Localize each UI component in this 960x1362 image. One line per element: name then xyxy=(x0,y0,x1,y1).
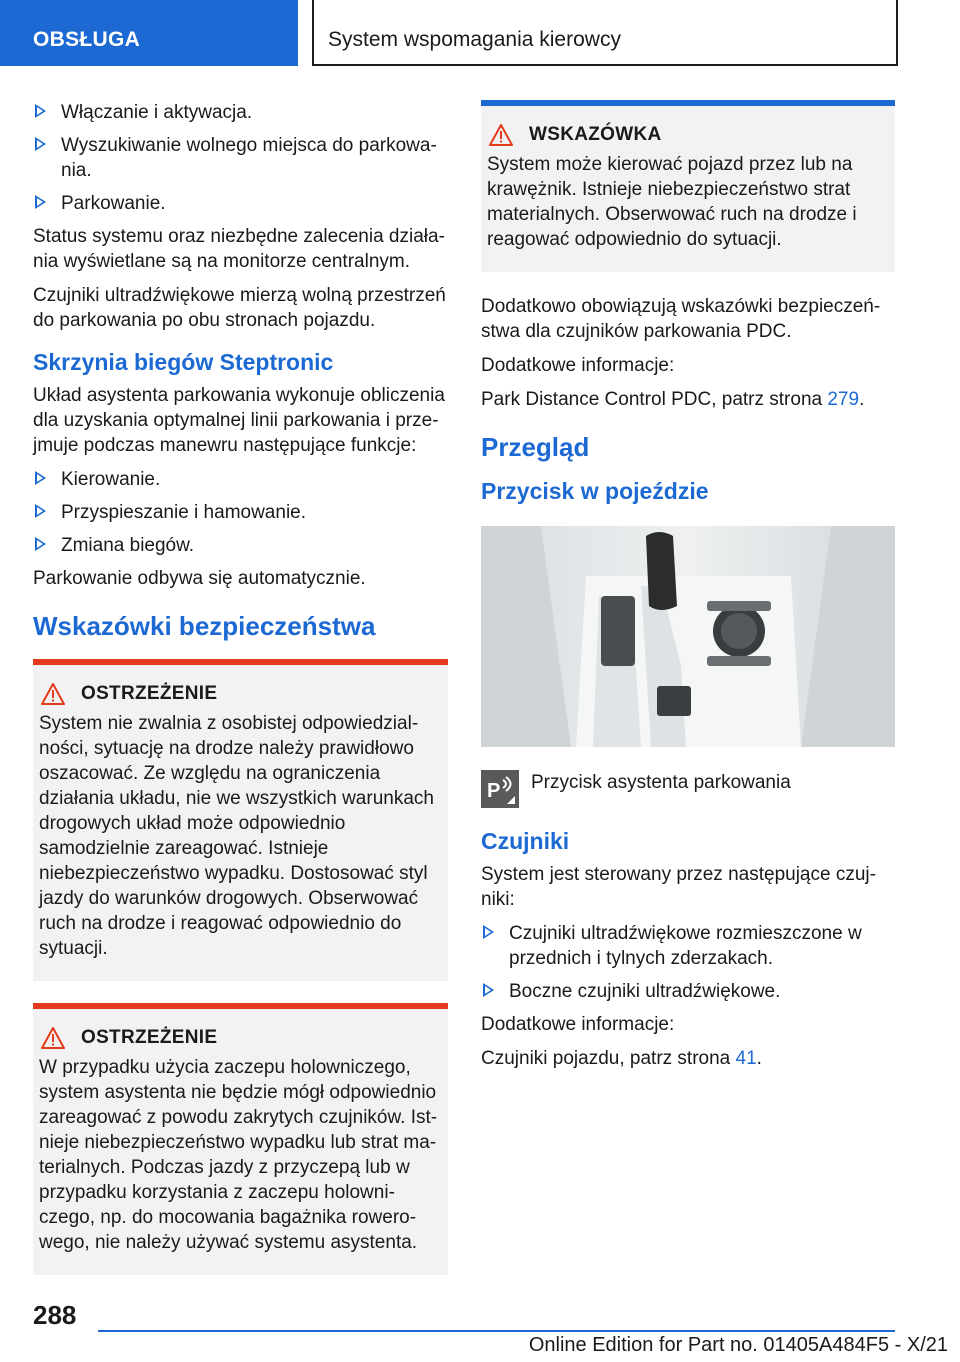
warning-title: OSTRZEŻENIE xyxy=(81,683,218,704)
activation-steps-list xyxy=(33,100,448,216)
list-item: Włączanie i aktywacja. xyxy=(33,100,448,125)
bullet-triangle-icon xyxy=(35,104,46,118)
note-text: System może kierować pojazd przez lub na krawężnik. Istnieje niebezpieczeństwo strat materialnych. Obserwować ruch na drodze i reagować odpowiednio do sytuacji. xyxy=(487,154,857,250)
warning-triangle-icon xyxy=(41,1027,65,1049)
bullet-triangle-icon xyxy=(483,925,494,939)
paragraph: Dodatkowe informacje: xyxy=(481,1014,675,1035)
right-column xyxy=(481,100,895,1080)
bullet-triangle-icon xyxy=(483,983,494,997)
warning-title: OSTRZEŻENIE xyxy=(81,1027,218,1048)
heading-safety: Wskazówki bezpieczeństwa xyxy=(33,611,376,641)
list-item: Zmiana biegów. xyxy=(33,533,448,558)
heading-sensors: Czujniki xyxy=(481,828,570,854)
sensors-list xyxy=(481,921,895,1004)
heading-steptronic: Skrzynia biegów Steptronic xyxy=(33,349,334,375)
section-label: OBSŁUGA xyxy=(33,28,141,51)
page-header xyxy=(0,0,960,66)
svg-text:P: P xyxy=(487,780,501,802)
paragraph: Park Distance Control PDC, patrz strona 279. xyxy=(481,389,865,410)
page-number: 288 xyxy=(33,1300,77,1330)
list-item: Wyszukiwanie wolnego miejsca do parkowania. xyxy=(33,133,448,183)
bullet-triangle-icon xyxy=(35,195,46,209)
bullet-triangle-icon xyxy=(35,137,46,151)
paragraph: System jest sterowany przez następujące czujniki: xyxy=(481,864,876,910)
list-item: Przyspieszanie i hamowanie. xyxy=(33,500,448,525)
list-item: Czujniki ultradźwiękowe rozmieszczone w przednich i tylnych zderzakach. xyxy=(481,921,895,971)
paragraph: Czujniki ultradźwiękowe mierzą wolną przestrzeń do parkowania po obu stronach pojazdu. xyxy=(33,285,446,331)
page-link-41[interactable]: 41 xyxy=(735,1048,757,1069)
caption-text: Przycisk asystenta parkowania xyxy=(531,772,791,793)
list-item: Boczne czujniki ultradźwiękowe. xyxy=(481,979,895,1004)
warning-triangle-icon xyxy=(489,124,513,146)
paragraph: Status systemu oraz niezbędne zalecenia działania wyświetlane są na monitorze centralnym. xyxy=(33,226,445,272)
chapter-title-box xyxy=(312,0,898,66)
note-box xyxy=(481,100,895,272)
warning-box xyxy=(33,1003,448,1275)
paragraph: Dodatkowo obowiązują wskazówki bezpieczeństwa dla czujników parkowania PDC. xyxy=(481,296,881,342)
heading-overview: Przegląd xyxy=(481,432,590,462)
center-console-image xyxy=(481,526,895,747)
functions-list xyxy=(33,467,448,558)
paragraph: Parkowanie odbywa się automatycznie. xyxy=(33,568,366,589)
heading-button: Przycisk w pojeździe xyxy=(481,478,709,504)
warning-triangle-icon xyxy=(41,683,65,705)
warning-text: W przypadku użycia zaczepu holowniczego, system asystenta nie będzie mógł odpowiednio zareagować z powodu zakrytych czujników. Istnieje niebezpieczeństwo wypadku lub strat materialnych. Podczas jazdy z przyczepą lub w przypadku korzystania z zaczepu holowniczego, np. do mocowania bagażnika rowerowego, nie należy używać systemu asystenta. xyxy=(39,1057,438,1253)
list-item: Kierowanie. xyxy=(33,467,448,492)
image-caption xyxy=(481,770,895,808)
warning-box xyxy=(33,659,448,981)
chapter-title: System wspomagania kierowcy xyxy=(328,28,621,51)
bullet-triangle-icon xyxy=(35,471,46,485)
paragraph: Układ asystenta parkowania wykonuje obliczenia dla uzyskania optymalnej linii parkowania i przejmuje podczas manewru następujące funkcje: xyxy=(33,385,445,456)
list-item: Parkowanie. xyxy=(33,191,448,216)
section-tab xyxy=(0,0,298,66)
paragraph: Dodatkowe informacje: xyxy=(481,355,675,376)
warning-text: System nie zwalnia z osobistej odpowiedzialności, sytuację na drodze należy prawidłowo oszacować. Ze względu na ograniczenia działania układu, nie we wszystkich warunkach drogowych układ może odpowiednio samodzielnie zareagować. Istnieje niebezpieczeństwo wypadku. Dostosować styl jazdy do warunków drogowych. Obserwować ruch na drodze i reagować odpowiednio do sytuacji. xyxy=(39,713,434,959)
footer-divider xyxy=(98,1330,895,1332)
parking-assistant-icon xyxy=(481,770,519,808)
left-column xyxy=(33,100,448,1297)
page-link-279[interactable]: 279 xyxy=(827,389,860,410)
bullet-triangle-icon xyxy=(35,504,46,518)
note-title: WSKAZÓWKA xyxy=(529,124,662,145)
edition-text: Online Edition for Part no. 01405A484F5 - X/21 xyxy=(528,1334,948,1356)
paragraph: Czujniki pojazdu, patrz strona 41. xyxy=(481,1048,762,1069)
bullet-triangle-icon xyxy=(35,537,46,551)
